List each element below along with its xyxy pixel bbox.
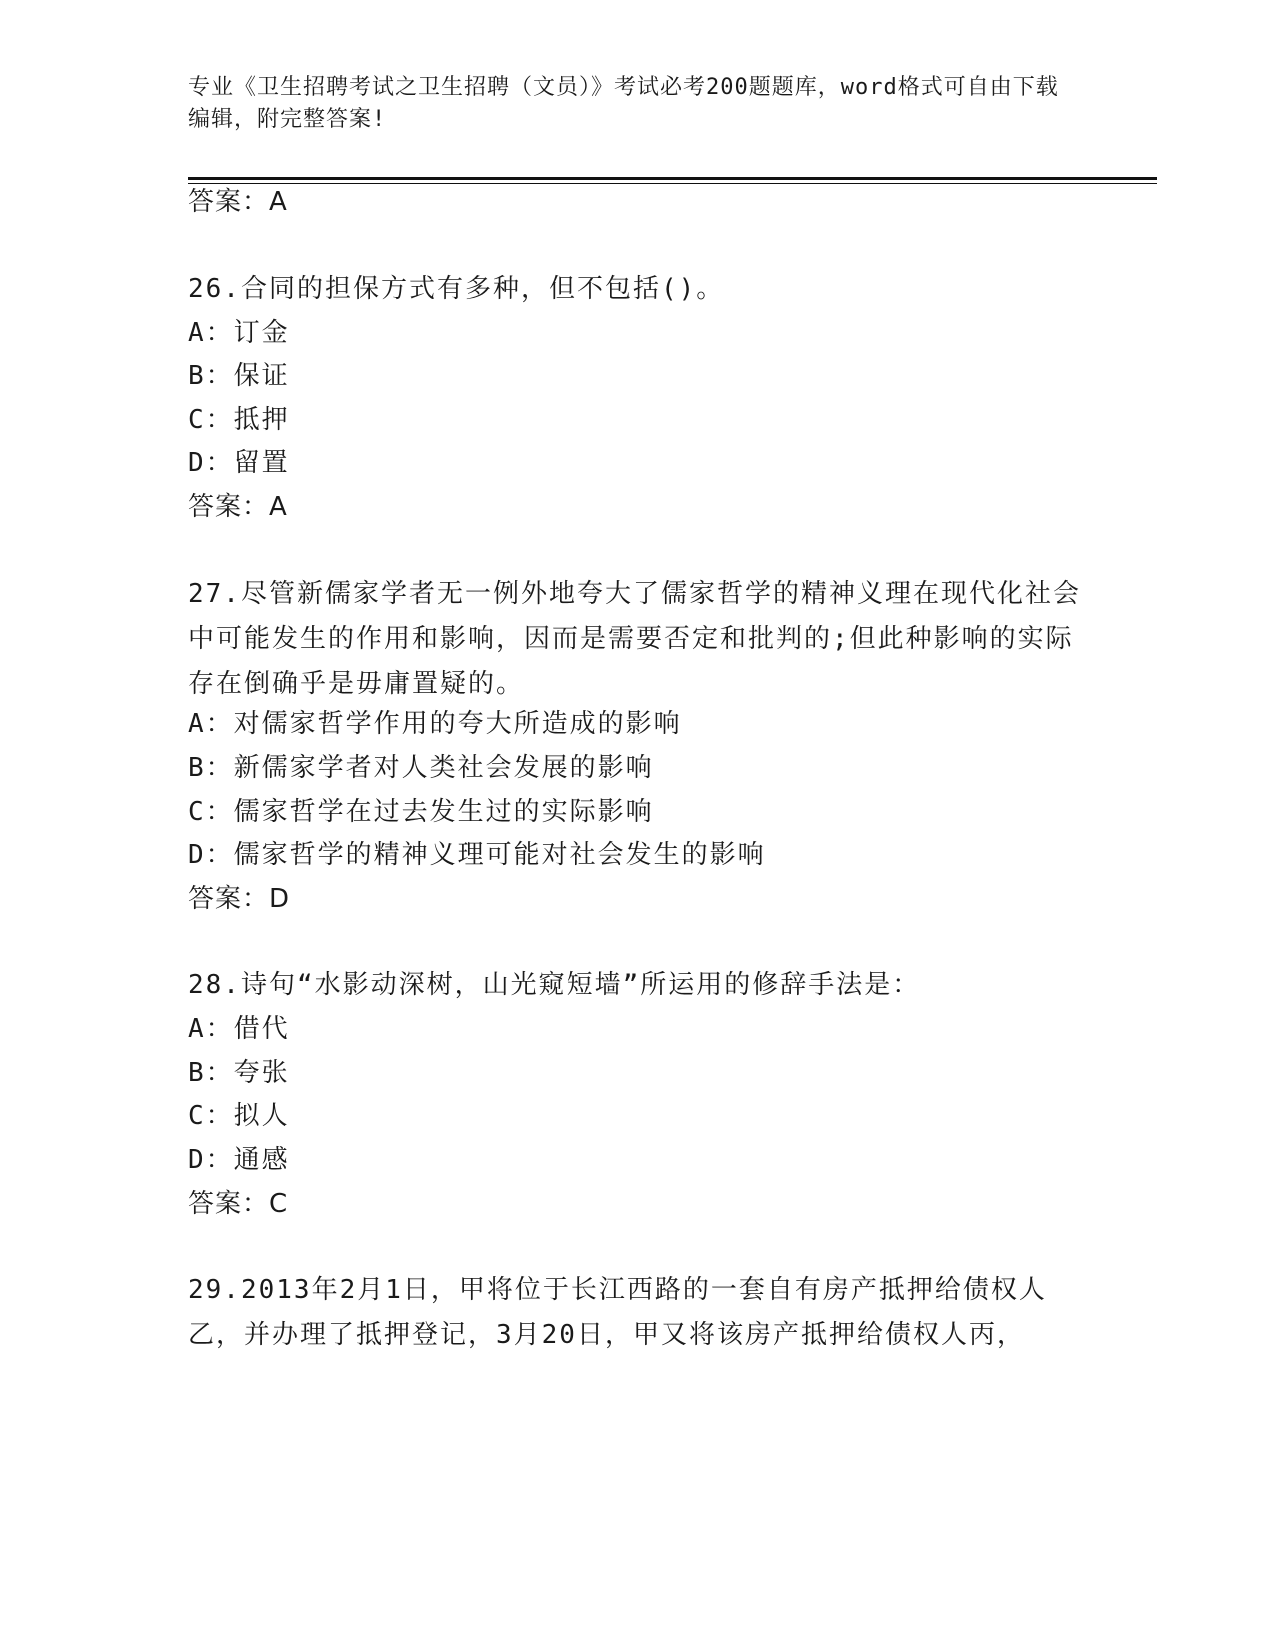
question-26-stem: 26.合同的担保方式有多种，但不包括()。 xyxy=(188,274,725,304)
question-28-option-b: B：夸张 xyxy=(188,1058,290,1088)
header-rule-thin xyxy=(188,183,1157,184)
answer-27: 答案：D xyxy=(188,884,291,914)
answer-28: 答案：C xyxy=(188,1189,289,1219)
answer-26: 答案：A xyxy=(188,492,288,522)
document-header: 专业《卫生招聘考试之卫生招聘（文员）》考试必考200题题库，word格式可自由下载编辑，附完整答案! xyxy=(188,75,1059,132)
question-28-option-d: D：通感 xyxy=(188,1145,290,1175)
question-28-stem: 28.诗句“水影动深树，山光窥短墙”所运用的修辞手法是： xyxy=(188,970,921,1000)
header-rule-thick xyxy=(188,177,1157,180)
question-27-option-d: D：儒家哲学的精神义理可能对社会发生的影响 xyxy=(188,840,766,870)
answer-25: 答案：A xyxy=(188,187,288,217)
question-26-option-d: D：留置 xyxy=(188,448,290,478)
question-27-option-b: B：新儒家学者对人类社会发展的影响 xyxy=(188,753,654,783)
question-26-option-c: C：抵押 xyxy=(188,405,290,435)
question-27-option-a: A：对儒家哲学作用的夸大所造成的影响 xyxy=(188,709,682,739)
question-26-option-a: A：订金 xyxy=(188,318,290,348)
question-27-stem: 27.尽管新儒家学者无一例外地夸大了儒家哲学的精神义理在现代化社会中可能发生的作用和影响，因而是需要否定和批判的;但此种影响的实际存在倒确乎是毋庸置疑的。 xyxy=(188,579,1081,699)
question-28-option-a: A：借代 xyxy=(188,1014,290,1044)
question-27-option-c: C：儒家哲学在过去发生过的实际影响 xyxy=(188,797,654,827)
question-26-option-b: B：保证 xyxy=(188,361,290,391)
question-28-option-c: C：拟人 xyxy=(188,1101,290,1131)
question-29-stem: 29.2013年2月1日，甲将位于长江西路的一套自有房产抵押给债权人乙，并办理了抵押登记，3月20日，甲又将该房产抵押给债权人丙， xyxy=(188,1275,1047,1350)
